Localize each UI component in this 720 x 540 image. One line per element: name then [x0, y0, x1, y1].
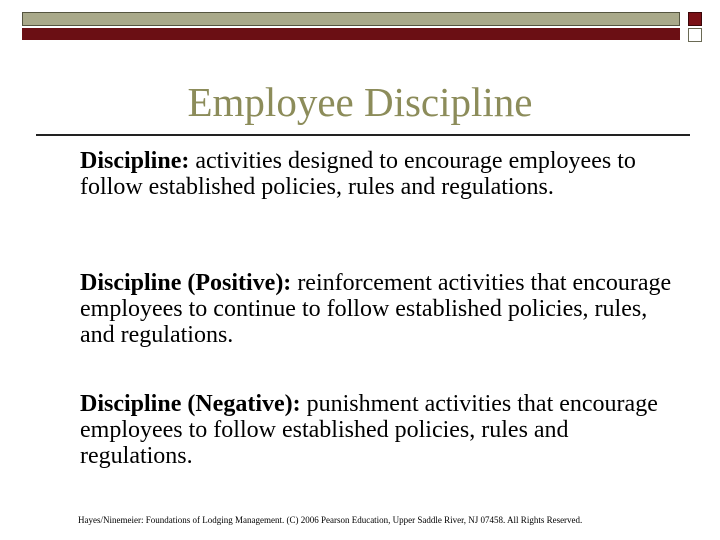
- definition-text: punishment activities that encourage employees to follow established policies, rules and regulations.: [80, 391, 658, 469]
- definition-term: Discipline:: [80, 148, 190, 174]
- definition-discipline: [80, 148, 680, 200]
- definition-discipline-positive: [80, 270, 680, 348]
- definition-term: Discipline (Positive):: [80, 270, 292, 296]
- definition-text: activities designed to encourage employees to follow established policies, rules and regulations.: [80, 148, 636, 200]
- header-bar-light: [22, 12, 680, 26]
- definition-discipline-negative: [80, 391, 680, 469]
- header-bar-dark: [22, 28, 680, 40]
- slide-title-text: Employee Discipline: [187, 79, 533, 125]
- copyright-footer: Hayes/Ninemeier: Foundations of Lodging Management. (C) 2006 Pearson Education, Upper Saddle River, NJ 07458. All Rights Reserved.: [78, 515, 583, 525]
- corner-square-outline: [688, 28, 702, 42]
- definition-text: reinforcement activities that encourage employees to continue to follow established policies, rules, and regulations.: [80, 270, 672, 348]
- corner-square-filled: [688, 12, 702, 26]
- slide-title: [0, 78, 720, 126]
- definition-term: Discipline (Negative):: [80, 391, 301, 417]
- title-divider: [36, 134, 690, 136]
